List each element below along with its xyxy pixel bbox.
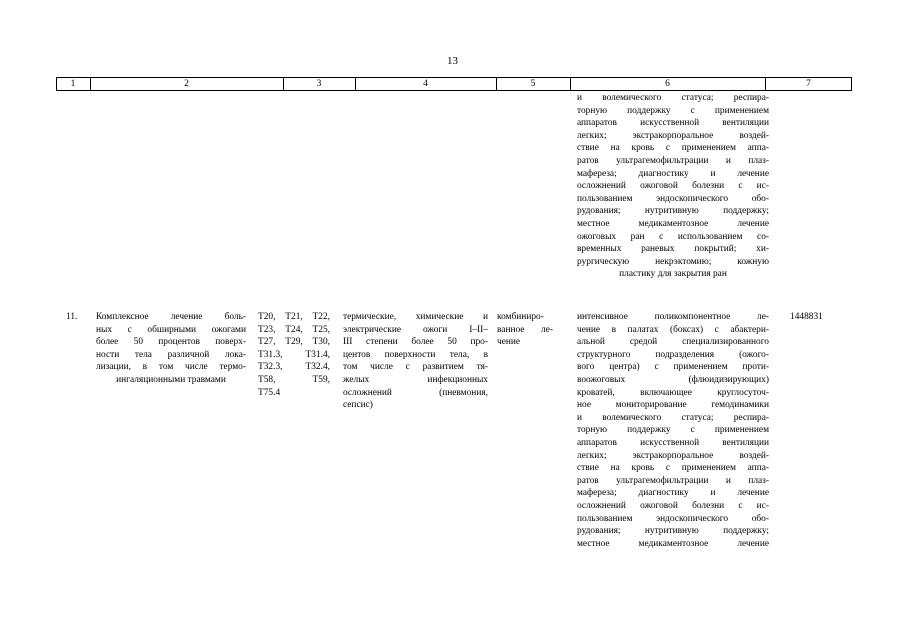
text-line: и волемического статуса; респира- (577, 412, 769, 423)
text-line: ванное ле- (497, 324, 553, 335)
text-line: и волемического статуса; респира- (577, 93, 769, 103)
text-line: Т75.4 (258, 387, 281, 398)
text-line: ных с обширными ожогами (96, 324, 246, 335)
text-line: сепсис) (343, 400, 373, 411)
text-line: торную поддержку с применением (577, 425, 769, 436)
text-line: местное медикаментозное лечение (577, 218, 769, 229)
text-line: III степени более 50 про- (343, 337, 488, 348)
row11-icd-codes (258, 311, 330, 399)
row11-norm-cost: 1448831 (790, 312, 823, 322)
text-line: мафереза; диагностику и лечение (577, 488, 769, 499)
text-line: мафереза; диагностику и лечение (577, 168, 769, 179)
header-col-3: 3 (316, 79, 322, 89)
text-line: осложнений ожоговой болезни с ис- (577, 181, 769, 192)
text-line: рудования; нутритивную поддержку; (577, 526, 769, 537)
header-col-2: 2 (184, 79, 189, 89)
text-line: Комплексное лечение боль- (96, 312, 246, 322)
text-line: ратов ультрагемофильтрации и плаз- (577, 155, 769, 166)
text-line: Т27, Т29, Т30, (258, 337, 330, 348)
text-line: воожоговых (флюидизирующих) (577, 374, 769, 385)
text-line: пользованием эндоскопического обо- (577, 513, 769, 524)
page-number: 13 (447, 55, 458, 67)
text-line: ное мониторирование гемодинамики (577, 400, 769, 411)
text-line: структурного подразделения (ожого- (577, 349, 769, 360)
text-line: рудования; нутритивную поддержку; (577, 206, 769, 217)
text-line: ствие на кровь с применением аппа- (577, 463, 769, 474)
text-line: рургическую некрэктомию; кожную (577, 256, 769, 267)
text-line: местное медикаментозное лечение (577, 538, 769, 549)
text-line: временных раневых покрытий; хи- (577, 244, 769, 255)
text-line: более 50 процентов поверх- (96, 337, 246, 348)
row11-patient-model (343, 311, 488, 412)
text-line: ствие на кровь с применением аппа- (577, 143, 769, 154)
text-line: осложнений (пневмония, (343, 387, 488, 398)
text-line: осложнений ожоговой болезни с ис- (577, 500, 769, 511)
text-line: электрические ожоги I–II– (343, 324, 488, 335)
text-line: Т20, Т21, Т22, (258, 312, 330, 322)
text-line: легких; экстракорпоральное воздей- (577, 130, 769, 141)
text-line: Т31.3, Т31.4, (258, 349, 330, 360)
text-line: аппаратов искусственной вентиляции (577, 437, 769, 448)
text-line: термические, химические и (343, 312, 488, 322)
header-col-1: 1 (70, 79, 76, 89)
table-header-row (56, 77, 852, 91)
text-line: легких; экстракорпоральное воздей- (577, 450, 769, 461)
text-line: ности тела различной лока- (96, 349, 246, 360)
text-line: торную поддержку с применением (577, 105, 769, 116)
text-line: альной средой специализированного (577, 337, 769, 348)
text-line: центов поверхности тела, в (343, 349, 488, 360)
text-line: интенсивное поликомпонентное ле- (577, 312, 769, 322)
text-line: ожоговых ран с использованием со- (577, 231, 769, 242)
text-line: аппаратов искусственной вентиляции (577, 118, 769, 129)
text-line: лизации, в том числе термо- (96, 362, 246, 373)
text-line: пользованием эндоскопического обо- (577, 193, 769, 204)
text-line: комбиниро- (497, 312, 544, 322)
text-line: том числе с развитием тя- (343, 362, 488, 373)
row11-treatment-method (577, 311, 769, 550)
text-line: ратов ультрагемофильтрации и плаз- (577, 475, 769, 486)
text-line: Т58, Т59, (258, 374, 330, 385)
text-line: чение (497, 337, 521, 348)
row11-service-name (96, 311, 246, 387)
header-col-6: 6 (665, 79, 670, 89)
text-line: кроватей, включающее круглосуточ- (577, 387, 769, 398)
continuation-col6-text (577, 92, 769, 281)
text-line: вого центра) с применением проти- (577, 362, 769, 373)
text-line: желых инфекционных (343, 374, 488, 385)
text-line: пластику для закрытия ран (619, 269, 727, 280)
text-line: чение в палатах (боксах) с абактери- (577, 324, 769, 335)
header-col-4: 4 (423, 79, 428, 89)
column-divider (851, 78, 852, 90)
text-line: Т23, Т24, Т25, (258, 324, 330, 335)
row11-treatment-type (497, 311, 553, 349)
text-line: Т32.3, Т32.4, (258, 362, 330, 373)
row-number: 11. (66, 312, 78, 322)
header-col-7: 7 (806, 79, 811, 89)
header-col-5: 5 (530, 79, 536, 89)
text-line: ингаляционными травмами (116, 374, 226, 385)
